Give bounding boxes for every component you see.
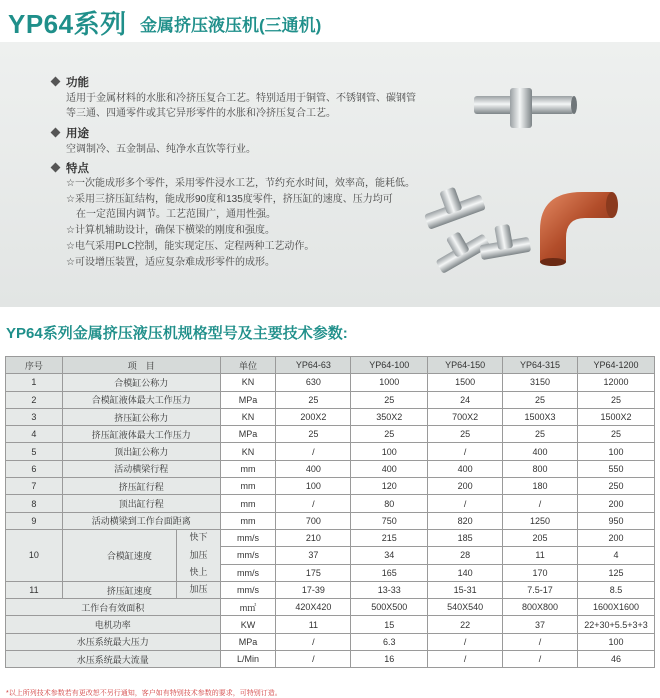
row-item: 合模缸公称力 <box>62 374 220 391</box>
row-unit: MPa <box>220 633 276 650</box>
cell: 200X2 <box>276 408 351 425</box>
cell: 1500X3 <box>503 408 578 425</box>
cell: 1000 <box>351 374 428 391</box>
table-row <box>6 512 655 529</box>
series-title: YP64系列 <box>8 9 127 39</box>
cell: 100 <box>577 443 654 460</box>
row-unit: mm <box>220 460 276 477</box>
cell: 165 <box>351 564 428 581</box>
copper-elbow-image <box>530 182 630 272</box>
cell: 22+30+5.5+3+3 <box>577 616 654 633</box>
row-unit: mm <box>220 512 276 529</box>
table-header-row <box>6 357 655 374</box>
cell: 34 <box>351 547 428 564</box>
feature-heading: 特点 <box>52 160 89 176</box>
sub-item-label: 加压 <box>176 581 220 598</box>
row-unit: L/Min <box>220 651 276 668</box>
feature-line-5: ☆电气采用PLC控制，能实现定压、定程两种工艺动作。 <box>66 241 315 252</box>
header <box>0 0 660 44</box>
steel-tee-pipe-image <box>470 82 580 137</box>
intro-panel <box>0 42 660 307</box>
cell: 540X540 <box>428 599 503 616</box>
row-unit: mm/s <box>220 529 276 546</box>
table-row <box>6 599 655 616</box>
header-model-1200: YP64-1200 <box>577 357 654 374</box>
cell: 120 <box>351 478 428 495</box>
cell: 13-33 <box>351 581 428 598</box>
spec-table <box>5 356 655 668</box>
cell: 11 <box>503 547 578 564</box>
cell: 125 <box>577 564 654 581</box>
cell: 180 <box>503 478 578 495</box>
cell: 46 <box>577 651 654 668</box>
usage-heading: 用途 <box>52 125 89 141</box>
cell: 28 <box>428 547 503 564</box>
row-no: 10 <box>6 529 63 581</box>
cell: 800 <box>503 460 578 477</box>
cell: 820 <box>428 512 503 529</box>
cell: 37 <box>276 547 351 564</box>
cell: 7.5-17 <box>503 581 578 598</box>
row-item: 活动横梁到工作台面距离 <box>62 512 220 529</box>
table-row <box>6 408 655 425</box>
table-row <box>6 460 655 477</box>
row-unit: mm/s <box>220 564 276 581</box>
table-row <box>6 391 655 408</box>
cell: / <box>503 651 578 668</box>
cell: 215 <box>351 529 428 546</box>
row-unit: mm <box>220 495 276 512</box>
cell: 22 <box>428 616 503 633</box>
cell: 185 <box>428 529 503 546</box>
table-row <box>6 633 655 650</box>
cell: / <box>428 633 503 650</box>
row-no: 2 <box>6 391 63 408</box>
table-row <box>6 529 655 546</box>
cell: 140 <box>428 564 503 581</box>
row-item: 合模缸液体最大工作压力 <box>62 391 220 408</box>
sub-item-label: 加压 <box>176 547 220 564</box>
cell: 700 <box>276 512 351 529</box>
function-heading: 功能 <box>52 74 89 90</box>
cell: 1250 <box>503 512 578 529</box>
row-no: 6 <box>6 460 63 477</box>
row-unit: MPa <box>220 426 276 443</box>
sub-item-label: 快下 <box>176 529 220 546</box>
cell: 200 <box>577 495 654 512</box>
cell: 550 <box>577 460 654 477</box>
steel-tees-image <box>420 182 540 277</box>
row-unit: KW <box>220 616 276 633</box>
cell: 400 <box>276 460 351 477</box>
cell: 25 <box>276 391 351 408</box>
usage-line-1: 空调制冷、五金制品、纯净水直饮等行业。 <box>66 144 256 155</box>
row-no: 1 <box>6 374 63 391</box>
row-no: 11 <box>6 581 63 598</box>
cell: 25 <box>503 426 578 443</box>
table-row <box>6 426 655 443</box>
cell: 175 <box>276 564 351 581</box>
cell: 630 <box>276 374 351 391</box>
row-item: 挤压缸速度 <box>62 581 220 598</box>
cell: 3150 <box>503 374 578 391</box>
spec-title: YP64系列金属挤压液压机规格型号及主要技术参数: <box>6 325 348 342</box>
row-unit: KN <box>220 408 276 425</box>
cell: 400 <box>503 443 578 460</box>
cell: 1600X1600 <box>577 599 654 616</box>
cell: 350X2 <box>351 408 428 425</box>
cell: 6.3 <box>351 633 428 650</box>
cell: 750 <box>351 512 428 529</box>
header-model-63: YP64-63 <box>276 357 351 374</box>
cell: 25 <box>351 426 428 443</box>
table-row <box>6 495 655 512</box>
cell: 950 <box>577 512 654 529</box>
cell: 12000 <box>577 374 654 391</box>
cell: 24 <box>428 391 503 408</box>
cell: 25 <box>428 426 503 443</box>
footnote: *以上所列技术参数若有更改恕不另行通知，客户如有特别技术参数的要求，可特别订造。 <box>6 690 282 697</box>
cell: 25 <box>577 391 654 408</box>
cell: 400 <box>428 460 503 477</box>
cell: 420X420 <box>276 599 351 616</box>
row-item: 挤压缸液体最大工作压力 <box>62 426 220 443</box>
cell: / <box>428 495 503 512</box>
row-no: 9 <box>6 512 63 529</box>
cell: 17-39 <box>276 581 351 598</box>
row-item: 顶出缸行程 <box>62 495 220 512</box>
feature-line-3: 在一定范围内调节。工艺范围广，通用性强。 <box>76 209 276 220</box>
cell: 205 <box>503 529 578 546</box>
feature-line-6: ☆可设增压装置，适应复杂难成形零件的成形。 <box>66 257 275 268</box>
row-unit: mm <box>220 478 276 495</box>
cell: 25 <box>276 426 351 443</box>
cell: 15 <box>351 616 428 633</box>
row-item: 合模缸速度 <box>62 529 220 581</box>
cell: / <box>503 495 578 512</box>
cell: 170 <box>503 564 578 581</box>
row-item: 电机功率 <box>6 616 221 633</box>
cell: / <box>276 651 351 668</box>
row-no: 7 <box>6 478 63 495</box>
cell: 250 <box>577 478 654 495</box>
cell: 37 <box>503 616 578 633</box>
cell: / <box>428 443 503 460</box>
row-item: 挤压缸公称力 <box>62 408 220 425</box>
cell: 100 <box>351 443 428 460</box>
cell: 25 <box>503 391 578 408</box>
table-row <box>6 581 655 598</box>
diamond-icon <box>51 77 61 87</box>
cell: 200 <box>428 478 503 495</box>
row-item: 挤压缸行程 <box>62 478 220 495</box>
feature-line-2: ☆采用三挤压缸结构，能成形90度和135度零件，挤压缸的速度、压力均可 <box>66 194 393 205</box>
row-no: 4 <box>6 426 63 443</box>
cell: 400 <box>351 460 428 477</box>
cell: 210 <box>276 529 351 546</box>
cell: 100 <box>276 478 351 495</box>
row-item: 工作台有效面积 <box>6 599 221 616</box>
header-unit: 单位 <box>220 357 276 374</box>
cell: 500X500 <box>351 599 428 616</box>
feature-line-4: ☆计算机辅助设计，确保下横梁的刚度和强度。 <box>66 225 275 236</box>
row-unit: mm/s <box>220 581 276 598</box>
cell: / <box>428 651 503 668</box>
cell: 80 <box>351 495 428 512</box>
table-row <box>6 651 655 668</box>
row-unit: m㎡ <box>220 599 276 616</box>
row-unit: mm/s <box>220 547 276 564</box>
table-row <box>6 443 655 460</box>
row-no: 3 <box>6 408 63 425</box>
diamond-icon <box>51 163 61 173</box>
row-unit: KN <box>220 443 276 460</box>
table-row <box>6 478 655 495</box>
cell: / <box>276 495 351 512</box>
cell: / <box>503 633 578 650</box>
cell: 100 <box>577 633 654 650</box>
cell: 8.5 <box>577 581 654 598</box>
header-model-150: YP64-150 <box>428 357 503 374</box>
cell: 11 <box>276 616 351 633</box>
cell: 25 <box>577 426 654 443</box>
cell: 25 <box>351 391 428 408</box>
row-unit: MPa <box>220 391 276 408</box>
header-no: 序号 <box>6 357 63 374</box>
sub-item-label: 快上 <box>176 564 220 581</box>
cell: / <box>276 633 351 650</box>
row-item: 水压系统最大流量 <box>6 651 221 668</box>
header-model-315: YP64-315 <box>503 357 578 374</box>
row-unit: KN <box>220 374 276 391</box>
diamond-icon <box>51 128 61 138</box>
table-row <box>6 616 655 633</box>
cell: 200 <box>577 529 654 546</box>
cell: 800X800 <box>503 599 578 616</box>
header-model-100: YP64-100 <box>351 357 428 374</box>
row-no: 5 <box>6 443 63 460</box>
row-item: 水压系统最大压力 <box>6 633 221 650</box>
cell: 15-31 <box>428 581 503 598</box>
cell: 4 <box>577 547 654 564</box>
cell: 1500 <box>428 374 503 391</box>
function-line-2: 等三通、四通零件或其它异形零件的水胀和冷挤压复合工艺。 <box>66 108 336 119</box>
cell: 1500X2 <box>577 408 654 425</box>
row-no: 8 <box>6 495 63 512</box>
cell: 16 <box>351 651 428 668</box>
row-item: 活动横梁行程 <box>62 460 220 477</box>
table-row <box>6 374 655 391</box>
function-line-1: 适用于金属材料的水胀和冷挤压复合工艺。特别适用于铜管、不锈钢管、碳钢管 <box>66 93 416 104</box>
row-item: 顶出缸公称力 <box>62 443 220 460</box>
cell: / <box>276 443 351 460</box>
cell: 700X2 <box>428 408 503 425</box>
feature-line-1: ☆一次能成形多个零件，采用零件浸水工艺，节约充水时间，效率高，能耗低。 <box>66 178 415 189</box>
header-item: 项 目 <box>62 357 220 374</box>
series-subtitle: 金属挤压液压机(三通机) <box>140 16 322 35</box>
